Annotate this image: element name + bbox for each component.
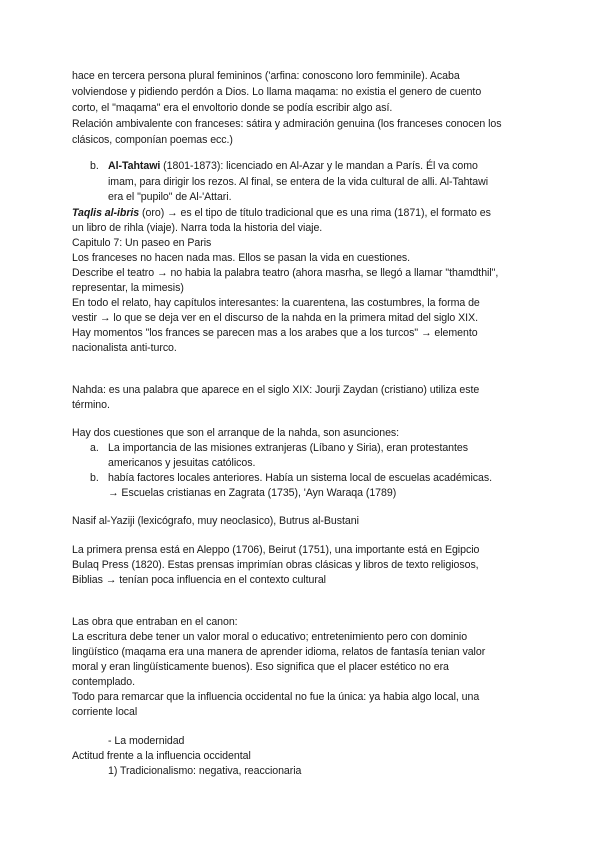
text-line: Los franceses no hacen nada mas. Ellos se pasan la vida en cuestiones. <box>72 252 411 264</box>
text-line: lingüístico (maqama era una manera de aprender idioma, relatos de fantasía tenian valor <box>72 646 486 658</box>
text-line: - La modernidad <box>108 735 185 747</box>
text-line: vestir → lo que se deja ver en el discurso de la nahda en la primera mitad del siglo XIX. <box>72 312 478 324</box>
list-item-line: → Escuelas cristianas en Zagrata (1735), 'Ayn Waraqa (1789) <box>108 487 397 499</box>
text-line: Hay momentos "los frances se parecen mas a los arabes que a los turcos" → elemento <box>72 327 478 339</box>
text-line: Actitud frente a la influencia occidental <box>72 750 251 762</box>
text-line: Hay dos cuestiones que son el arranque de la nahda, son asunciones: <box>72 427 400 439</box>
text-line: moral y eran lingüísticamente buenos). Eso significa que el placer estético no era <box>72 661 449 673</box>
text-line: En todo el relato, hay capítulos interesantes: la cuarentena, las costumbres, la forma de <box>72 297 480 309</box>
list-item-line: La importancia de las misiones extranjeras (Líbano y Siria), eran protestantes <box>108 442 469 454</box>
text-line: Bulaq Press (1820). Estas prensas imprimían obras clásicas y libros de texto religiosos, <box>72 559 479 571</box>
text-line: corriente local <box>72 706 138 718</box>
list-item-text: (1801-1873): licenciado en Al-Azar y le mandan a París. Él va como <box>160 160 478 172</box>
text-line: Biblias → tenían poca influencia en el contexto cultural <box>72 574 326 586</box>
text-line: La escritura debe tener un valor moral o educativo; entretenimiento pero con dominio <box>72 631 468 643</box>
text-line: Relación ambivalente con franceses: sátira y admiración genuina (los franceses conocen los <box>72 118 502 130</box>
text-line: Nasif al-Yaziji (lexicógrafo, muy neoclasico), Butrus al-Bustani <box>72 515 359 527</box>
list-item-line: americanos y jesuitas católicos. <box>108 457 256 469</box>
text-line: Todo para remarcar que la influencia occidental no fue la única: ya habia algo local, una <box>72 691 480 703</box>
text-line: representar, la mimesis) <box>72 282 184 294</box>
list-item-line <box>108 160 478 173</box>
text-line: clásicos, componían poemas ecc.) <box>72 134 233 146</box>
text-line <box>72 207 491 220</box>
text-line: nacionalista anti-turco. <box>72 342 177 354</box>
list-marker: b. <box>90 472 99 484</box>
text-line: volviendose y pidiendo perdón a Dios. Lo llama maqama: no existia el genero de cuento <box>72 86 482 98</box>
text-line: un libro de rihla (viaje). Narra toda la historia del viaje. <box>72 222 323 234</box>
text-line: corto, el "maqama" era el envoltorio donde se podía escribir algo así. <box>72 102 393 114</box>
text-line: Nahda: es una palabra que aparece en el siglo XIX: Jourji Zaydan (cristiano) utiliza este <box>72 384 480 396</box>
text-line: contemplado. <box>72 676 136 688</box>
text-line: Describe el teatro → no habia la palabra teatro (ahora masrha, se llegó a llamar "thamdthil", <box>72 267 499 279</box>
list-item-line: había factores locales anteriores. Había un sistema local de escuelas académicas. <box>108 472 493 484</box>
list-item-line: era el "pupilo" de Al-'Attari. <box>108 191 232 203</box>
text-span: (oro) → es el tipo de título tradicional que es una rima (1871), el formato es <box>139 207 491 219</box>
book-title: Taqlis al-ibris <box>72 207 140 219</box>
list-item-line: imam, para dirigir los rezos. Al final, se entera de la vida cultural de alli. Al-Tahtawi <box>108 176 489 188</box>
text-line: La primera prensa está en Aleppo (1706), Beirut (1751), una importante está en Egipcio <box>72 544 480 556</box>
list-marker: b. <box>90 160 99 172</box>
text-line: Las obra que entraban en el canon: <box>72 616 238 628</box>
text-line: 1) Tradicionalismo: negativa, reaccionaria <box>108 765 302 777</box>
text-line: Capitulo 7: Un paseo en Paris <box>72 237 212 249</box>
bold-name: Al-Tahtawi <box>108 160 161 172</box>
text-line: término. <box>72 399 110 411</box>
text-line: hace en tercera persona plural femininos ('arfina: conoscono loro femminile). Acaba <box>72 70 460 82</box>
list-marker: a. <box>90 442 99 454</box>
